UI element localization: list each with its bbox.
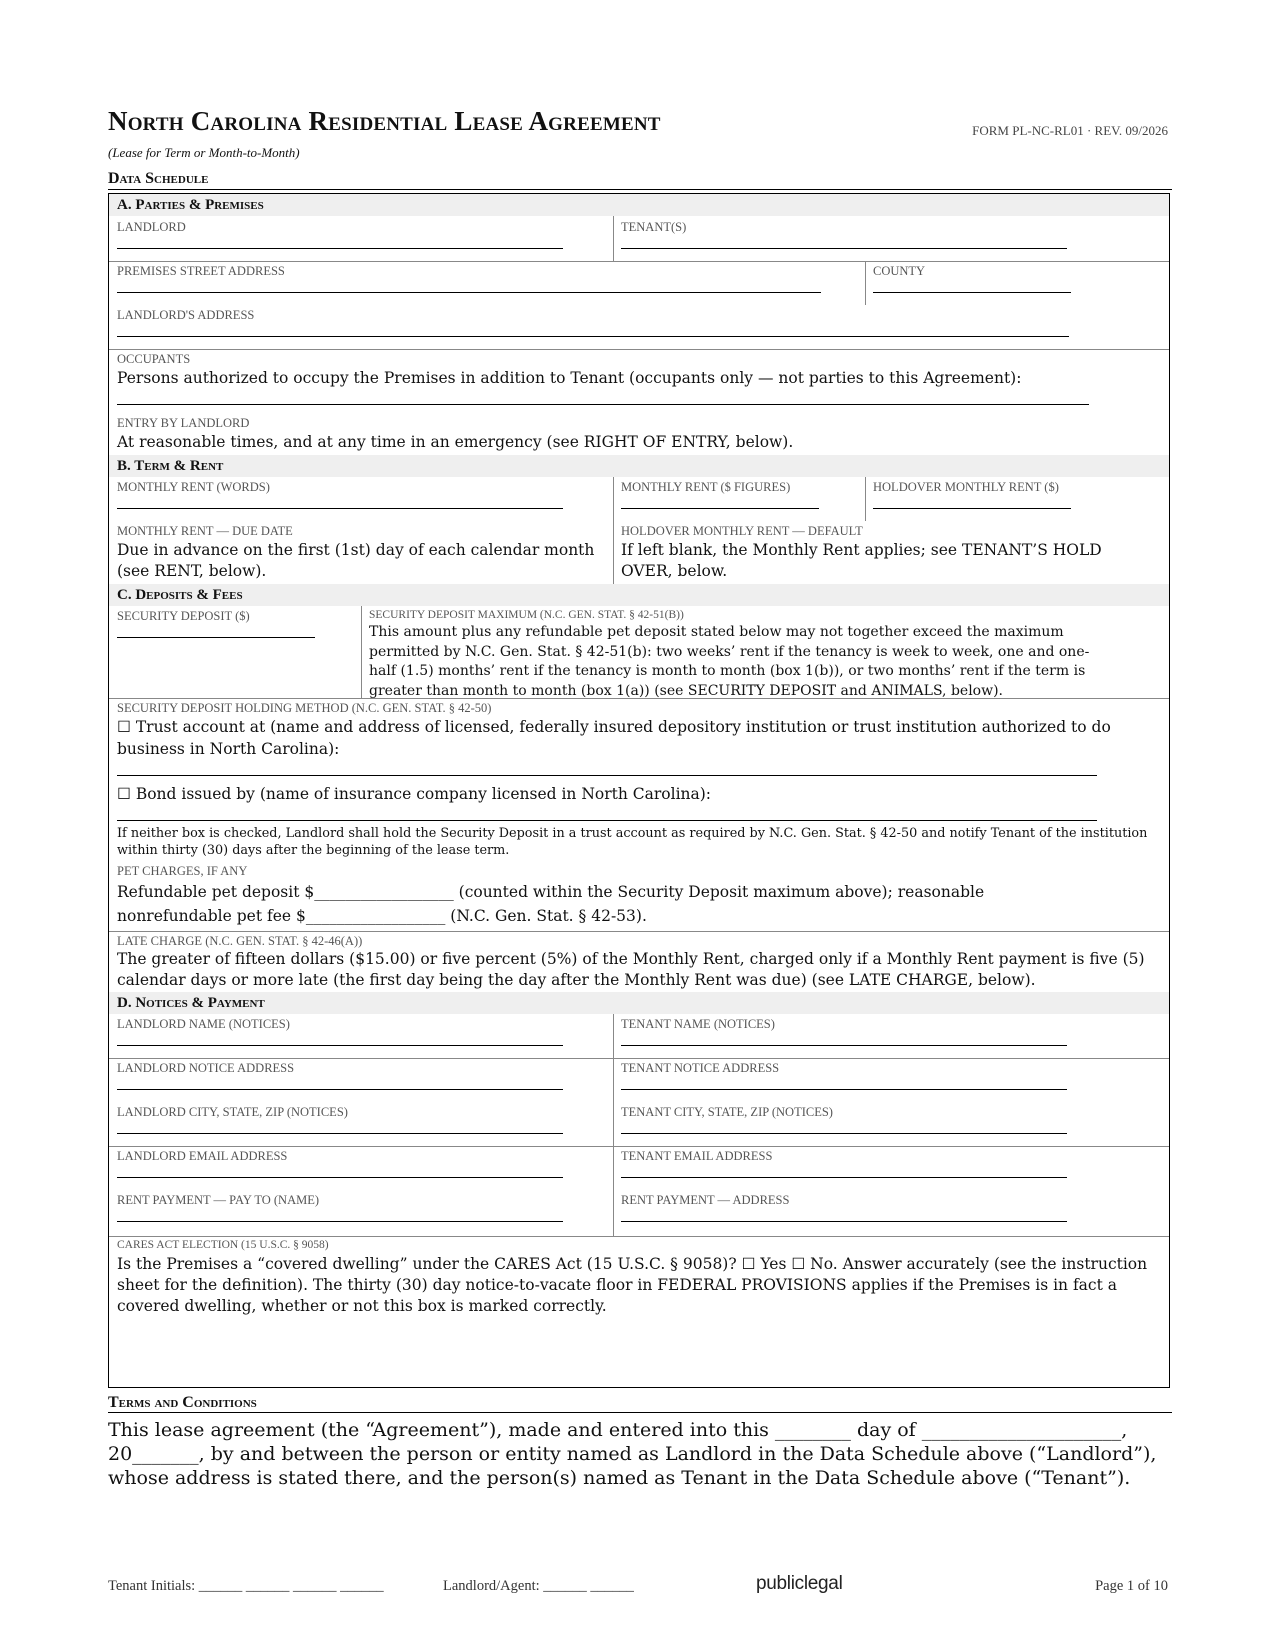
cares-act-label: CARES ACT ELECTION (15 U.S.C. § 9058)	[117, 1239, 329, 1251]
tenant-name-field[interactable]	[621, 1045, 1067, 1046]
landlord-email-field[interactable]	[117, 1177, 563, 1178]
holdover-rent-label: HOLDOVER MONTHLY RENT ($)	[873, 480, 1059, 494]
premises-label: PREMISES STREET ADDRESS	[117, 264, 285, 278]
section-c-heading: C. Deposits & Fees	[109, 584, 1169, 606]
data-schedule-table	[108, 193, 1170, 1388]
landlord-city-label: LANDLORD CITY, STATE, ZIP (NOTICES)	[117, 1105, 348, 1119]
late-charge-label: LATE CHARGE (N.C. GEN. STAT. § 42-46(A))	[117, 934, 363, 948]
terms-intro: This lease agreement (the “Agreement”), made and entered into this ________ day of _____________________, 20_______, by and between the person or entity named as Landlord in the Data Schedule above (“Landlord”), whose address is stated there, and the person(s) named as Tenant in the Data Schedule above (“Tenant”).	[108, 1419, 1157, 1489]
trust-account-field[interactable]	[117, 775, 1097, 776]
section-b-heading: B. Term & Rent	[109, 455, 1169, 477]
bond-option[interactable]: ☐ Bond issued by (name of insurance company licensed in North Carolina):	[117, 785, 712, 803]
deposit-max-label: SECURITY DEPOSIT MAXIMUM (N.C. GEN. STAT. § 42-51(B))	[369, 609, 684, 621]
tenant-city-field[interactable]	[621, 1133, 1067, 1134]
pet-deposit-text: Refundable pet deposit $__________________ (counted within the Security Deposit maximum above); reasonable	[117, 883, 985, 901]
landlord-agent-initials[interactable]: Landlord/Agent: ______ ______	[443, 1578, 634, 1594]
page-number: Page 1 of 10	[1095, 1578, 1168, 1594]
landlord-label: LANDLORD	[117, 220, 186, 234]
cares-act-text: Is the Premises a “covered dwelling” under the CARES Act (15 U.S.C. § 9058)? ☐ Yes ☐ No. Answer accurately (see the instruction sheet for the definition). The thirty (30) day notice-to-vacate floor in FEDERAL PROVISIONS applies if the Premises is in fact a covered dwelling, whether or not this box is marked correctly.	[117, 1255, 1148, 1315]
bond-field[interactable]	[117, 820, 1097, 821]
holdover-default-text: If left blank, the Monthly Rent applies; see TENANT’S HOLD OVER, below.	[621, 541, 1102, 580]
divider	[361, 606, 362, 698]
due-date-label: MONTHLY RENT — DUE DATE	[117, 524, 293, 538]
landlord-name-label: LANDLORD NAME (NOTICES)	[117, 1017, 290, 1031]
county-label: COUNTY	[873, 264, 926, 278]
divider	[109, 1058, 1169, 1059]
tenant-notice-address-field[interactable]	[621, 1089, 1067, 1090]
deposit-max-text: This amount plus any refundable pet deposit stated below may not together exceed the maximum permitted by N.C. Gen. Stat. § 42-51(b): two weeks’ rent if the tenancy is week to week, one and one-half (1.5) months’ rent if the tenancy is month to month (box 1(b)), or two months’ rent if the term is greater than month to month (box 1(a)) (see SECURITY DEPOSIT and ANIMALS, below).	[369, 624, 1090, 699]
security-deposit-label: SECURITY DEPOSIT ($)	[117, 609, 250, 623]
pay-to-field[interactable]	[117, 1221, 563, 1222]
rent-figures-field[interactable]	[621, 508, 819, 509]
divider	[865, 477, 866, 521]
tenant-initials[interactable]: Tenant Initials: ______ ______ ______ ______	[108, 1578, 384, 1594]
tenant-name-label: TENANT NAME (NOTICES)	[621, 1017, 775, 1031]
divider	[613, 477, 614, 584]
landlord-address-field[interactable]	[117, 336, 1069, 337]
neither-box-note: If neither box is checked, Landlord shall hold the Security Deposit in a trust account as required by N.C. Gen. Stat. § 42-50 and notify Tenant of the institution within thirty (30) days after the beginning of the lease term.	[117, 826, 1148, 858]
landlord-notice-address-label: LANDLORD NOTICE ADDRESS	[117, 1061, 295, 1075]
terms-heading: Terms and Conditions	[108, 1394, 1172, 1413]
due-date-text: Due in advance on the first (1st) day of each calendar month (see RENT, below).	[117, 541, 595, 580]
divider	[613, 216, 614, 261]
document-title: North Carolina Residential Lease Agreement	[108, 106, 661, 136]
divider	[109, 698, 1169, 699]
pay-address-label: RENT PAYMENT — ADDRESS	[621, 1193, 790, 1207]
late-charge-text: The greater of fifteen dollars ($15.00) or five percent (5%) of the Monthly Rent, charged only if a Monthly Rent payment is five (5) calendar days or more late (the first day being the day after the Monthly Rent was due) (see LATE CHARGE, below).	[117, 950, 1145, 989]
tenant-email-label: TENANT EMAIL ADDRESS	[621, 1149, 773, 1163]
tenant-city-label: TENANT CITY, STATE, ZIP (NOTICES)	[621, 1105, 833, 1119]
holdover-rent-field[interactable]	[873, 508, 1071, 509]
data-schedule-heading: Data Schedule	[108, 170, 1172, 190]
premises-field[interactable]	[117, 292, 821, 293]
landlord-notice-address-field[interactable]	[117, 1089, 563, 1090]
form-number: FORM PL-NC-RL01 · REV. 09/2026	[972, 123, 1168, 138]
section-a-heading: A. Parties & Premises	[109, 194, 1169, 216]
rent-figures-label: MONTHLY RENT ($ FIGURES)	[621, 480, 791, 494]
entry-text: At reasonable times, and at any time in an emergency (see RIGHT OF ENTRY, below).	[117, 433, 794, 451]
publiclegal-logo: publiclegal	[756, 1573, 843, 1594]
divider	[109, 931, 1169, 932]
holding-method-label: SECURITY DEPOSIT HOLDING METHOD (N.C. GEN. STAT. § 42-50)	[117, 701, 492, 715]
pay-to-label: RENT PAYMENT — PAY TO (NAME)	[117, 1193, 320, 1207]
tenants-label: TENANT(S)	[621, 220, 687, 234]
tenant-notice-address-label: TENANT NOTICE ADDRESS	[621, 1061, 780, 1075]
tenant-email-field[interactable]	[621, 1177, 1067, 1178]
entry-label: ENTRY BY LANDLORD	[117, 416, 250, 430]
landlord-name-field[interactable]	[117, 1045, 563, 1046]
occupants-label: OCCUPANTS	[117, 352, 191, 366]
security-deposit-field[interactable]	[117, 637, 315, 638]
trust-account-option[interactable]: ☐ Trust account at (name and address of licensed, federally insured depository institution or trust institution authorized to do business in North Carolina):	[117, 718, 1111, 758]
document-subtitle: (Lease for Term or Month-to-Month)	[108, 145, 300, 160]
landlord-address-label: LANDLORD'S ADDRESS	[117, 308, 255, 322]
divider	[613, 1014, 614, 1236]
divider	[109, 261, 1169, 262]
divider	[865, 261, 866, 305]
holdover-default-label: HOLDOVER MONTHLY RENT — DEFAULT	[621, 524, 863, 538]
divider	[109, 1236, 1169, 1237]
divider	[109, 349, 1169, 350]
section-d-heading: D. Notices & Payment	[109, 992, 1169, 1014]
pet-fee-text: nonrefundable pet fee $__________________ (N.C. Gen. Stat. § 42-53).	[117, 907, 647, 925]
county-field[interactable]	[873, 292, 1071, 293]
rent-words-label: MONTHLY RENT (WORDS)	[117, 480, 270, 494]
pay-address-field[interactable]	[621, 1221, 1067, 1222]
divider	[109, 1146, 1169, 1147]
occupants-field[interactable]	[117, 404, 1089, 405]
occupants-text: Persons authorized to occupy the Premises in addition to Tenant (occupants only — not parties to this Agreement):	[117, 369, 1022, 387]
pet-charges-label: PET CHARGES, IF ANY	[117, 864, 248, 878]
landlord-city-field[interactable]	[117, 1133, 563, 1134]
landlord-email-label: LANDLORD EMAIL ADDRESS	[117, 1149, 288, 1163]
rent-words-field[interactable]	[117, 508, 563, 509]
tenants-field[interactable]	[621, 248, 1067, 249]
landlord-field[interactable]	[117, 248, 563, 249]
